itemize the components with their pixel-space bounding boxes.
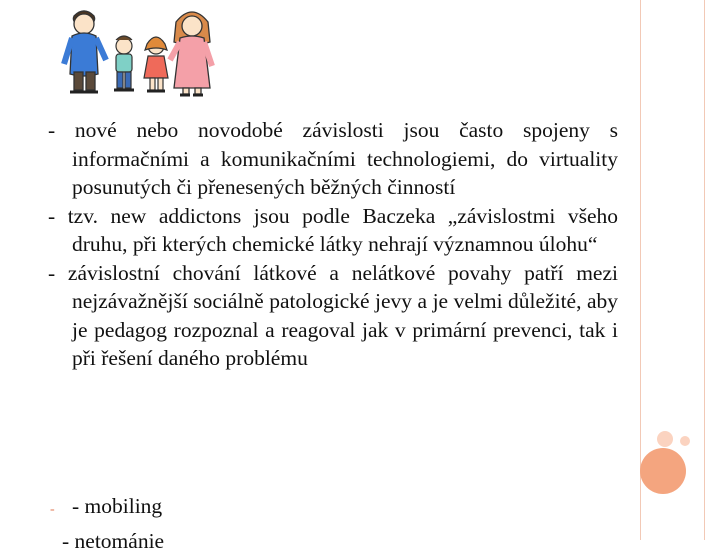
paragraph-dependent-behavior: - závislostní chování látkové a nelátkové povahy patří mezi nejzávažnější sociálně patologické jevy a je velmi důležité, aby je pedagog rozpoznal a reagoval jak v primární prevenci, tak i při řešení daného problému [48, 260, 618, 370]
paragraph-new-addictions: - nové nebo novodobé závislosti jsou často spojeny s informačními a komunikačními technologiemi, do virtuality posunutých či přenesených běžných činností [48, 118, 618, 199]
accent-circle-tiny [680, 436, 690, 446]
frame-line-inner [640, 0, 641, 540]
list-item-netomanie: - netománie [62, 529, 165, 553]
frame-line-outer [704, 0, 705, 540]
slide-body [48, 116, 618, 373]
paragraph-baczek-definition: - tzv. new addictons jsou podle Baczeka „závislostmi všeho druhu, při kterých chemické látky nehrají významnou úlohu“ [48, 203, 618, 256]
family-clipart-icon [52, 2, 230, 102]
bottom-bullet: - [50, 502, 55, 517]
accent-circle-small [657, 431, 673, 447]
accent-circle-large [640, 448, 686, 494]
list-item-mobiling: - mobiling [72, 494, 163, 518]
